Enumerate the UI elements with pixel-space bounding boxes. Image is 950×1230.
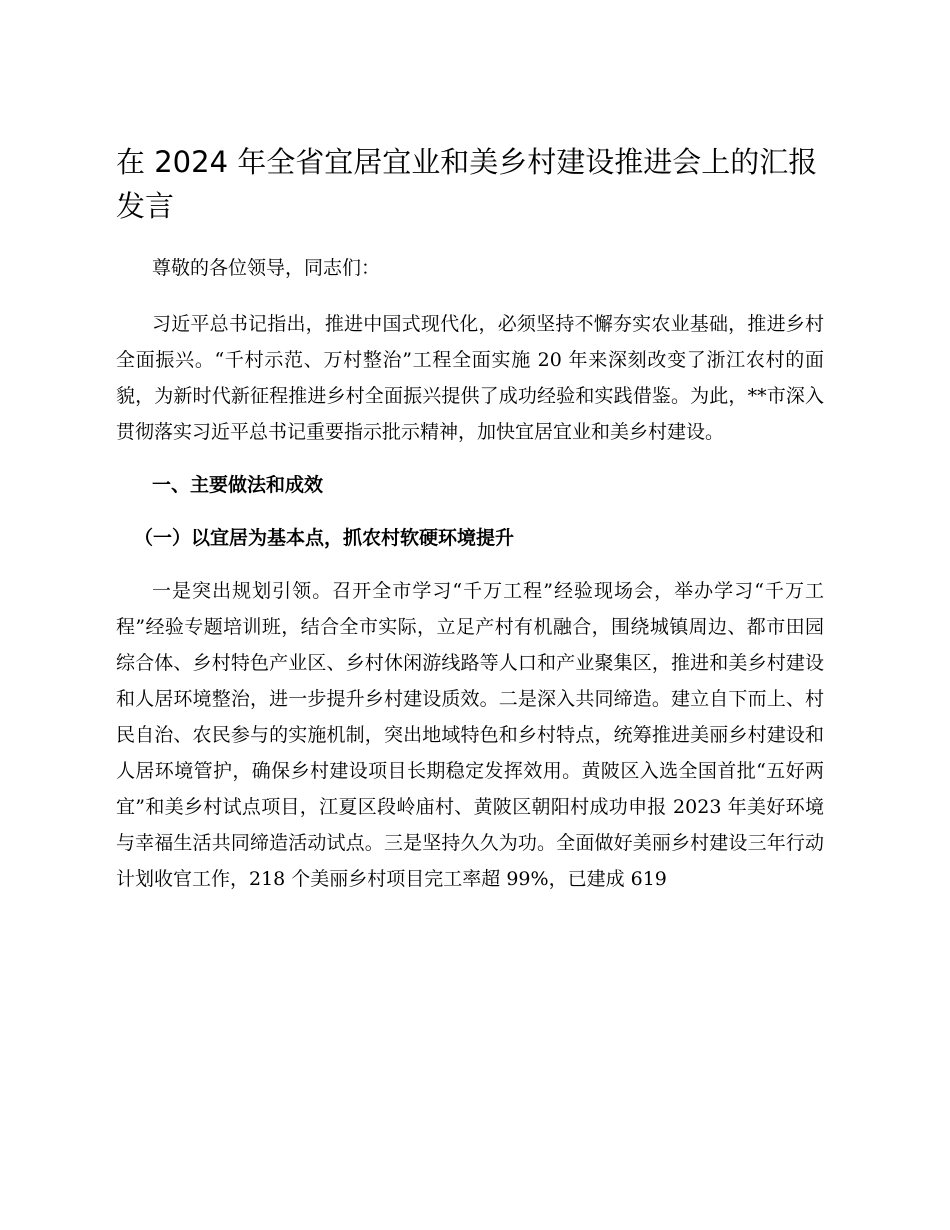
section-heading-main-practices: 一、主要做法和成效 [152, 474, 324, 496]
document-page [116, 130, 824, 914]
greeting-paragraph: 尊敬的各位领导，同志们： [152, 257, 381, 279]
body-paragraph: 一是突出规划引领。召开全市学习“千万工程”经验现场会，举办学习“千万工程”经验专题培训班，结合全市实际，立足产村有机融合，围绕城镇周边、都市田园综合体、乡村特色产业区、乡村休闲游线路等人口和产业聚集区，推进和美乡村建设和人居环境整治，进一步提升乡村建设质效。二是深入共同缔造。建立自下而上、村民自治、农民参与的实施机制，突出地域特色和乡村特点，统筹推进美丽乡村建设和人居环境管护，确保乡村建设项目长期稳定发挥效用。黄陂区入选全国首批“五好两宜”和美乡村试点项目，江夏区段岭庙村、黄陂区朝阳村成功申报 2023 年美好环境与幸福生活共同缔造活动试点。三是坚持久久为功。全面做好美丽乡村建设三年行动计划收官工作，218 个美丽乡村项目完工率超 99%，已建成 619 [116, 580, 824, 890]
subsection-heading-livability: （一）以宜居为基本点，抓农村软硬环境提升 [134, 527, 515, 549]
intro-paragraph: 习近平总书记指出，推进中国式现代化，必须坚持不懈夯实农业基础，推进乡村全面振兴。“千村示范、万村整治”工程全面实施 20 年来深刻改变了浙江农村的面貌，为新时代新征程推进乡村全面振兴提供了成功经验和实践借鉴。为此，**市深入贯彻落实习近平总书记重要指示批示精神，加快宜居宜业和美乡村建设。 [116, 313, 824, 443]
document-title: 在 2024 年全省宜居宜业和美乡村建设推进会上的汇报发言 [116, 145, 818, 223]
